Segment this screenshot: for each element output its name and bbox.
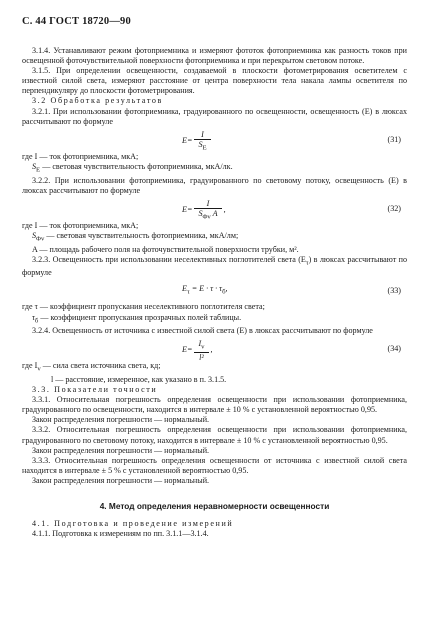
paragraph-3-3-2: 3.3.2. Относительная погрешность определения освещенности при использовании фотоприемника, градуированного по световому потоку, находится в интервале ± 10 % с установленной вероятностью 0,95. [22,425,407,445]
paragraph-3-2-2: 3.2.2. При использовании фотоприемника, градуированного по световому потоку, освещенность (E) в люксах рассчитывают по формуле [22,175,407,195]
where-32-area: A — площадь рабочего поля на фоточувствительной поверхности трубки, м². [32,244,299,254]
paragraph-4-1-1: 4.1.1. Подготовка к измерениям по пп. 3.1.1—3.1.4. [32,529,209,539]
distribution-law-3-3-2: Закон распределения погрешности — нормальный. [32,445,210,455]
formula-33-number: (33) [387,286,401,296]
paragraph-3-1-5: 3.1.5. При определении освещенности, создаваемой в плоскости фотометрирования осветителем с известной силой света, измеряют расстояние от центра поверхности тела накала лампы осветителя по перпендикуляру до плоскости фотометрирования. [22,66,407,96]
where-33-tau-b: $\tau_б$ — коэффициент пропускания прозрачных полей таблицы. [32,312,242,325]
where-34-intensity: где $I_v$ — сила света источника света, кд; [22,361,161,373]
formula-31 [22,127,407,152]
heading-3-3: 3.3. Показатели точности [32,385,158,395]
paragraph-3-3-1: 3.3.1. Относительная погрешность определения освещенности при использовании фотоприемника, градуированного по освещенности, находится в интервале ± 10 % с установленной вероятностью 0,95. [22,395,407,415]
heading-3-2: 3.2 Обработка результатов [32,96,163,106]
paragraph-3-2-1: 3.2.1. При использовании фотоприемника, градуированного по освещенности, освещенность (E) в люксах рассчитывают по формуле [22,106,407,126]
formula-32-expression: E= $\frac{I}{S_{\Phi v} A}$ , [182,198,226,221]
section-4-title: 4. Метод определения неравномерности освещенности [99,501,330,512]
distribution-law-3-3-3: Закон распределения погрешности — нормальный. [32,475,210,485]
formula-34-expression: E= $\frac{I_v}{\text{l²}}$ , [182,339,213,362]
formula-33-expression: $E_\tau = E \cdot \tau \cdot \tau_б$, [182,284,228,297]
paragraph-3-2-4: 3.2.4. Освещенность от источника с известной силой света (E) в люксах рассчитывают по формуле [32,326,373,336]
where-32-sensitivity: $S_{\Phi v}$ — световая чувствительность фотоприемника, мкА/лм; [32,230,239,243]
where-31-sensitivity: $S_E$ — световая чувствительность фотоприемника, мкА/лк. [32,161,233,174]
paragraph-3-3-3: 3.3.3. Относительная погрешность определения освещенности от источника с известной силой света находится в интервале ± 5 % с установленной вероятностью 0,95. [22,455,407,475]
formula-34-number: (34) [387,344,401,354]
page-header: С. 44 ГОСТ 18720—90 [22,16,131,27]
distribution-law-3-3-1: Закон распределения погрешности — нормальный. [32,415,210,425]
formula-32-number: (32) [387,203,401,213]
paragraph-3-1-4: 3.1.4. Устанавливают режим фотоприемника и измеряют фототок фотоприемника как разность токов при освещенной фоточувствительной поверхности фотоприемника и при перекрытом световом потоке. [22,46,407,66]
where-32-current: где I — ток фотоприемника, мкА; [22,220,139,230]
where-34-distance: l — расстояние, измеренное, как указано в п. 3.1.5. [51,375,227,385]
formula-34 [22,336,407,361]
where-31-current: где I — ток фотоприемника, мкА; [22,151,139,161]
formula-32 [22,196,407,221]
formula-31-expression: E= $\frac{I}{S_E}$ [182,130,211,153]
formula-31-number: (31) [387,134,401,144]
formula-33 [22,278,407,302]
paragraph-3-2-3: 3.2.3. Освещенность при использовании неселективных поглотителей света $(E_\tau)$ в люксах рассчитывают по формуле [22,254,407,278]
heading-4-1: 4.1. Подготовка и проведение измерений [32,519,234,529]
where-33-tau: где τ — коэффициент пропускания неселективного поглотителя света; [22,302,265,312]
document-body [22,46,407,539]
